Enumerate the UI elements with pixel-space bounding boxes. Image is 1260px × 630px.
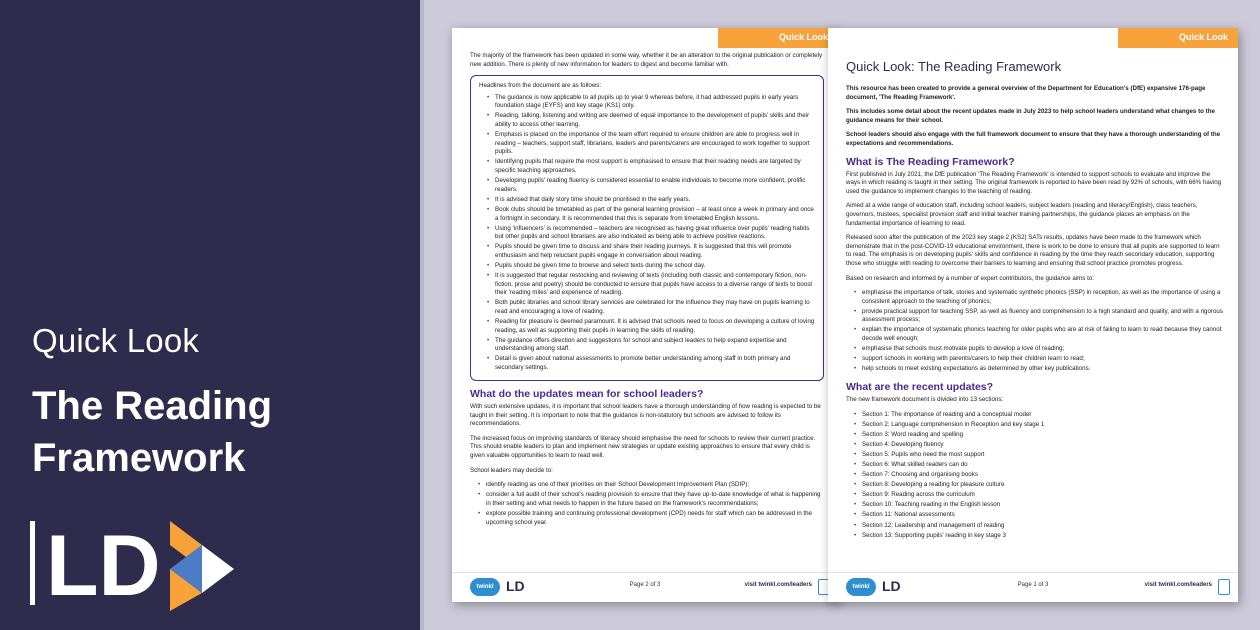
page-header bbox=[452, 28, 838, 48]
list-item: • Section 13: Supporting pupils' reading in key stage 3 bbox=[854, 532, 1224, 541]
footer-url: visit twinkl.com/leaders bbox=[1144, 582, 1212, 588]
actions-list bbox=[470, 481, 824, 527]
list-item: • Both public libraries and school library services are celebrated for the influence they may have on pupils learning to read and encouraging a love of reading. bbox=[487, 299, 815, 316]
page-tag-strip bbox=[718, 28, 838, 48]
aims-list bbox=[846, 289, 1224, 374]
footer-url: visit twinkl.com/leaders bbox=[744, 582, 812, 588]
paragraph: This resource has been created to provide a general overview of the Department for Education's (DfE) expansive 176-page document, 'The Reading Framework'. bbox=[846, 85, 1206, 101]
list-item: • Detail is given about national assessments to promote better understanding among staff in both primary and secondary settings. bbox=[487, 355, 815, 372]
list-item: • help schools to meet existing expectations as determined by other key publications. bbox=[854, 365, 1224, 374]
badge-icon bbox=[1218, 579, 1230, 595]
intro-paragraph: The majority of the framework has been updated in some way, whether it be an alteration to the original publication or completely new addition. There is plenty of new information for leaders to digest and become familiar with. bbox=[470, 52, 823, 68]
section-heading: What do the updates mean for school leaders? bbox=[470, 388, 704, 401]
paragraph: First published in July 2021, the DfE publication 'The Reading Framework' is intended to support schools to evaluate and improve the ways in which reading is taught in their setting. The original framework is reported to have been read by 92% of schools, with 66% having used the guidance to implement changes to the teaching of reading. bbox=[846, 170, 1222, 195]
logo-text: LD bbox=[46, 518, 161, 614]
page-tag: Quick Look bbox=[778, 32, 828, 42]
twinkl-logo: twinkl bbox=[846, 578, 876, 596]
page-1-content bbox=[828, 48, 1238, 540]
list-item: • Section 3: Word reading and spelling bbox=[854, 431, 1224, 440]
list-item: • Section 8: Developing a reading for pleasure culture bbox=[854, 481, 1224, 490]
footer-ld-logo: LD bbox=[882, 578, 901, 594]
section-heading: What are the recent updates? bbox=[846, 380, 994, 393]
list-item: • It is suggested that regular restocking and reviewing of texts (including both classic and contemporary fiction, non-fiction, prose and poetry) should be conducted to ensure that pupils have access to a diverse range of texts to boost their 'reading miles' and experience of reading. bbox=[487, 272, 815, 298]
page-tag-strip bbox=[1118, 28, 1238, 48]
list-item: • emphasise that schools must motivate pupils to develop a love of reading; bbox=[854, 345, 1224, 354]
list-item: • emphasise the importance of talk, stories and systematic synthetic phonics (SSP) in reception, as well as the importance of using a consistent approach to the teaching of phonics; bbox=[854, 289, 1224, 306]
list-item: • It is advised that daily story time should be prioritised in the early years. bbox=[487, 196, 815, 205]
paragraph: The increased focus on improving standards of literacy should emphasise the need for schools to review their current practice. This should enable leaders to plan and implement new strategies or update existing approaches to ensure that every child is given valuable opportunities to learn to read well. bbox=[470, 434, 816, 460]
page-2-content bbox=[452, 48, 838, 527]
list-item: • Emphasis is placed on the importance of the team effort required to ensure children are able to progress well in reading – teachers, support staff, librarians, leaders and parents/carers are encouraged to work together to support pupils. bbox=[487, 131, 815, 157]
headlines-heading: Headlines from the document are as follows: bbox=[479, 82, 602, 90]
list-item: • Section 2: Language comprehension in Reception and key stage 1 bbox=[854, 421, 1224, 430]
list-item: • Developing pupils' reading fluency is considered essential to enable individuals to become more confident, prolific readers. bbox=[487, 177, 815, 194]
logo-triangle-icon bbox=[170, 521, 234, 611]
list-item: • Section 11: National assessments bbox=[854, 511, 1224, 520]
list-item: • provide practical support for teaching SSP, as well as fluency and comprehension to a high standard and quality, and with a rigorous assessment process; bbox=[854, 308, 1224, 325]
list-item: • Reading for pleasure is deemed paramount. It is advised that schools need to focus on developing a culture of loving reading, as well as supporting their pupils in learning the skills of reading. bbox=[487, 318, 815, 335]
page-footer bbox=[452, 572, 838, 602]
list-item: • explain the importance of systematic phonics teaching for older pupils who are at risk of failing to learn to read because they cannot decode well enough; bbox=[854, 326, 1224, 343]
panel-divider bbox=[420, 0, 424, 630]
list-item: • support schools in working with parents/carers to help their children learn to read; bbox=[854, 355, 1224, 364]
paragraph: The new framework document is divided into 13 sections: bbox=[846, 395, 1004, 403]
twinkl-logo: twinkl bbox=[470, 578, 500, 596]
list-item: • Section 4: Developing fluency bbox=[854, 441, 1224, 450]
paragraph: Aimed at a wide range of education staff, including school leaders, subject leaders (reading and literacy/English), class teachers, governors, trustees, specialist provision staff and initial teacher training partnerships, the guidance places an emphasis on the fundamental importance of learning to read. bbox=[846, 202, 1198, 227]
list-item: • Identifying pupils that require the most support is emphasised to ensure that their reading needs are targeted by specific teaching approaches. bbox=[487, 158, 815, 175]
page-header bbox=[828, 28, 1238, 48]
ld-logo bbox=[30, 515, 250, 615]
list-item: • Section 10: Teaching reading in the English lesson bbox=[854, 501, 1224, 510]
paragraph: Based on research and informed by a number of expert contributors, the guidance aims to: bbox=[846, 274, 1094, 282]
left-panel bbox=[0, 0, 420, 630]
list-item: • Section 9: Reading across the curriculum bbox=[854, 491, 1224, 500]
headlines-list bbox=[479, 94, 815, 373]
page-tag: Quick Look bbox=[1178, 32, 1228, 42]
page-number: Page 2 of 3 bbox=[629, 582, 661, 588]
headlines-box bbox=[470, 75, 824, 381]
list-item: • explore possible training and continuing professional development (CPD) needs for staff which can be addressed in the upcoming school year. bbox=[478, 510, 824, 527]
logo-bar bbox=[30, 521, 35, 605]
list-item: • identify reading as one of their priorities on their School Development Improvement Plan (SDIP); bbox=[478, 481, 824, 490]
paragraph: Released soon after the publication of the 2023 key stage 2 (KS2) SATs results, updates have been made to the framework which demonstrate that in the post-COVID-19 educational environment, there is work to be done to ensure that all pupils are supported to learn to read. The emphasis is on developing pupils' skills and confidence in reading by the time they reach secondary education, supporting those who struggle with reading to overcome their barriers to learning and ensuring that school practice promotes progress. bbox=[846, 234, 1220, 267]
list-item: • Using 'influencers' is recommended – teachers are recognised as having great influence over pupils' reading habits but other pupils and school librarians are also indicated as being able to achieve positive reactions. bbox=[487, 225, 815, 242]
list-item: • The guidance is now applicable to all pupils up to year 9 whereas before, it had addressed pupils in early years foundation stage (EYFS) and key stage (KS1) only. bbox=[487, 94, 815, 111]
paragraph: This includes some detail about the recent updates made in July 2023 to help school leaders understand what changes to the guidance means for their school. bbox=[846, 108, 1215, 124]
list-item: • Pupils should be given time to discuss and share their reading journeys. It is suggested that this will promote enthusiasm and help reluctant pupils engage in conversation about reading. bbox=[487, 243, 815, 260]
list-item: • Section 1: The importance of reading and a conceptual model bbox=[854, 411, 1224, 420]
sections-list bbox=[846, 411, 1224, 541]
list-item: • Reading, talking, listening and writing are deemed of equal importance to the development of pupils' skills and their ability to access other learning. bbox=[487, 112, 815, 129]
list-item: • Pupils should be given time to browse and select texts during the school day. bbox=[487, 262, 815, 271]
paragraph: School leaders should also engage with the full framework document to ensure that they have a thorough understanding of the expectations and recommendations. bbox=[846, 131, 1221, 147]
headline-title: The Reading Framework bbox=[32, 384, 273, 480]
paragraph: With such extensive updates, it is important that school leaders have a thorough understanding of how reading is expected to be taught in their setting. It is important to note that the guidance is non-statutory but schools are advised to follow its recommendations. bbox=[470, 403, 821, 428]
list-item: • Section 12: Leadership and management of reading bbox=[854, 522, 1224, 531]
list-item: • Section 7: Choosing and organising books bbox=[854, 471, 1224, 480]
page-number: Page 1 of 3 bbox=[1017, 582, 1049, 588]
list-item: • consider a full audit of their school's reading provision to ensure that they have up-to-date knowledge of what is happening in their setting and what needs to happen in the future based on the framework's recommendations; bbox=[478, 491, 824, 508]
list-item: • Section 6: What skilled readers can do bbox=[854, 461, 1224, 470]
paragraph: School leaders may decide to: bbox=[470, 466, 553, 474]
section-heading: What is The Reading Framework? bbox=[846, 155, 1015, 168]
page-footer bbox=[828, 572, 1238, 602]
list-item: • Book clubs should be timetabled as part of the general learning provision – at least once a week in primary and once a fortnight in secondary. It is recommended that this is separate from timetabled English lessons. bbox=[487, 206, 815, 223]
kicker-text: Quick Look bbox=[32, 322, 200, 359]
list-item: • The guidance offers direction and suggestions for school and subject leaders to help expand expertise and understanding among staff. bbox=[487, 337, 815, 354]
document-page-2 bbox=[452, 28, 838, 602]
footer-ld-logo: LD bbox=[506, 578, 525, 594]
list-item: • Section 5: Pupils who need the most support bbox=[854, 451, 1224, 460]
document-page-1 bbox=[828, 28, 1238, 602]
page-title: Quick Look: The Reading Framework bbox=[846, 59, 1062, 74]
